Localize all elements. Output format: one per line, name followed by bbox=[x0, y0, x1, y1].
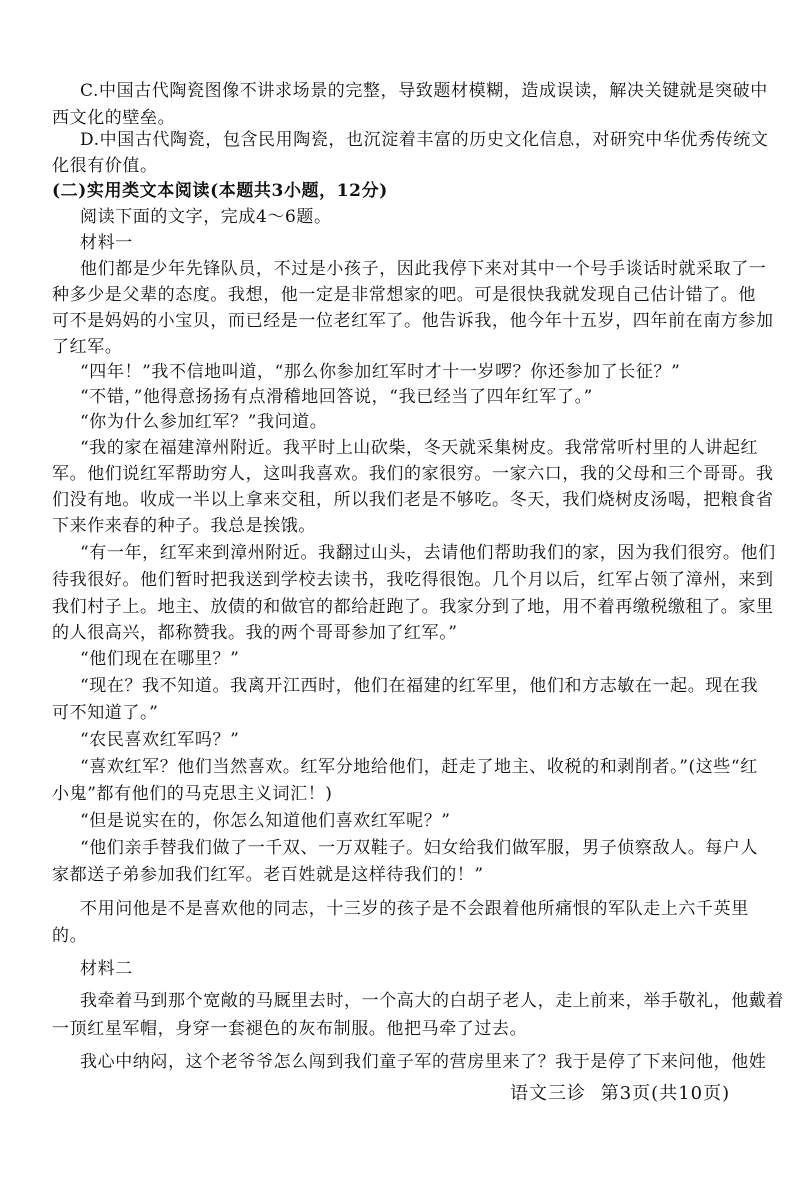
option-d-line-1: D.中国古代陶瓷，包含民用陶瓷，也沉淀着丰富的历史文化信息，对研究中华优秀传统文 bbox=[80, 130, 769, 150]
paragraph-line: 可不知道了。” bbox=[52, 703, 159, 723]
dialogue-line: “不错，”他得意扬扬有点滑稽地回答说，“我已经当了四年红军了。” bbox=[80, 387, 593, 407]
page-footer bbox=[510, 1083, 730, 1105]
paragraph-line: “喜欢红军？他们当然喜欢。红军分地给他们，赶走了地主、收税的和剥削者。”(这些“红 bbox=[80, 757, 758, 777]
paragraph-line: 不用问他是不是喜欢他的同志，十三岁的孩子是不会跟着他所痛恨的军队走上六千英里 bbox=[80, 899, 749, 919]
dialogue-line: “农民喜欢红军吗？” bbox=[80, 730, 240, 750]
paragraph-line: 下来作来春的种子。我总是挨饿。 bbox=[52, 516, 316, 536]
footer-subject: 语文三诊 bbox=[510, 1083, 586, 1104]
paragraph-line: “现在？我不知道。我离开江西时，他们在福建的红军里，他们和方志敏在一起。现在我 bbox=[80, 676, 759, 696]
paragraph-line: 家都送子弟参加我们红军。老百姓就是这样待我们的！” bbox=[52, 865, 484, 885]
paragraph-line: 们没有地。收成一半以上拿来交租，所以我们老是不够吃。冬天，我们烧树皮汤喝，把粮食省 bbox=[52, 490, 774, 510]
paragraph-line: 他们都是少年先锋队员，不过是小孩子，因此我停下来对其中一个号手谈话时就采取了一 bbox=[80, 259, 767, 279]
instruction: 阅读下面的文字，完成4～6题。 bbox=[80, 207, 332, 227]
footer-page-number: 第3页(共10页) bbox=[600, 1083, 731, 1104]
dialogue-line: “四年！”我不信地叫道，“那么你参加红军时才十一岁啰？你还参加了长征？” bbox=[80, 362, 681, 382]
paragraph-line: 可不是妈妈的小宝贝，而已经是一位老红军了。他告诉我，他今年十五岁，四年前在南方参加 bbox=[52, 311, 774, 331]
paragraph-line: 待我很好。他们暂时把我送到学校去读书，我吃得很饱。几个月以后，红军占领了漳州，来到 bbox=[52, 570, 774, 590]
paragraph-line: 军。他们说红军帮助穷人，这叫我喜欢。我们的家很穷。一家六口，我的父母和三个哥哥。我 bbox=[52, 464, 774, 484]
paragraph-line: 一顶红星军帽，身穿一套褪色的灰布制服。他把马牵了过去。 bbox=[52, 1019, 528, 1039]
paragraph-line: 种多少是父辈的态度。我想，他一定是非常想家的吧。可是很快我就发现自己估计错了。他 bbox=[52, 285, 756, 305]
paragraph-line: 我们村子上。地主、放债的和做官的都给赶跑了。我家分到了地，用不着再缴税缴租了。家里 bbox=[52, 597, 774, 617]
paragraph-line: 的人很高兴，都称赞我。我的两个哥哥参加了红军。” bbox=[52, 623, 458, 643]
dialogue-line: “他们现在在哪里？” bbox=[80, 649, 240, 669]
paragraph-line: 我牵着马到那个宽敞的马厩里去时，一个高大的白胡子老人，走上前来，举手敬礼，他戴着 bbox=[80, 991, 784, 1011]
paragraph-line: 我心中纳闷，这个老爷爷怎么闯到我们童子军的营房里来了？我于是停了下来问他，他姓 bbox=[80, 1052, 767, 1072]
paragraph-line: 的。 bbox=[52, 926, 88, 946]
option-c-line-2: 西文化的壁垒。 bbox=[52, 108, 176, 128]
paragraph-line: 了红军。 bbox=[52, 337, 123, 357]
section-heading: (二)实用类文本阅读(本题共3小题，12分) bbox=[52, 181, 388, 201]
paragraph-line: “我的家在福建漳州附近。我平时上山砍柴，冬天就采集树皮。我常常听村里的人讲起红 bbox=[80, 438, 759, 458]
material-1-title: 材料一 bbox=[80, 233, 133, 253]
paragraph-line: “他们亲手替我们做了一千双、一万双鞋子。妇女给我们做军服，男子侦察敌人。每户人 bbox=[80, 838, 759, 858]
option-d-line-2: 化很有价值。 bbox=[52, 156, 158, 176]
dialogue-line: “你为什么参加红军？”我问道。 bbox=[80, 412, 328, 432]
option-c-line-1: C.中国古代陶瓷图像不讲求场景的完整，导致题材模糊，造成误读，解决关键就是突破中 bbox=[80, 81, 768, 101]
paragraph-line: “有一年，红军来到漳州附近。我翻过山头，去请他们帮助我们的家，因为我们很穷。他们 bbox=[80, 543, 776, 563]
dialogue-line: “但是说实在的，你怎么知道他们喜欢红军呢？” bbox=[80, 811, 451, 831]
material-2-title: 材料二 bbox=[80, 959, 133, 979]
paragraph-line: 小鬼”都有他们的马克思主义词汇！) bbox=[52, 784, 333, 804]
